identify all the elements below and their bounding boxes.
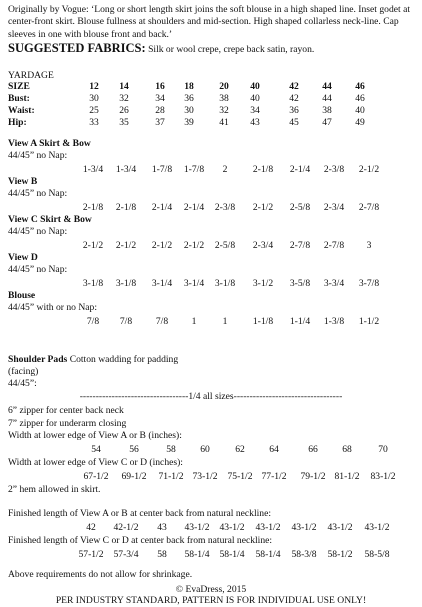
yardage-value: 3 — [366, 240, 372, 251]
yardage-value: 2-1/4 — [151, 202, 173, 213]
length-cd-value: 58-1/4 — [184, 549, 210, 560]
measure-value: 38 — [219, 93, 229, 104]
width-ab-value: 68 — [342, 444, 352, 455]
measure-value: 37 — [155, 117, 165, 128]
width-ab-value: 60 — [200, 444, 210, 455]
yardage-value: 1-3/8 — [323, 316, 345, 327]
measure-value: 41 — [219, 117, 229, 128]
length-cd-value: 57-1/2 — [78, 549, 104, 560]
size-value: 14 — [119, 81, 129, 92]
measure-value: 40 — [250, 93, 260, 104]
width-ab-value: 56 — [129, 444, 139, 455]
width-cd-value: 67-1/2 — [83, 471, 109, 482]
shoulder-pads-facing: (facing) — [8, 366, 39, 377]
measure-value: 30 — [89, 93, 99, 104]
length-cd-label: Finished length of View C or D at center back from natural neckline: — [8, 535, 273, 546]
length-cd-value: 58-3/8 — [291, 549, 317, 560]
yardage-value: 2-3/8 — [323, 164, 345, 175]
view-title: View B — [8, 176, 38, 187]
width-cd-value: 77-1/2 — [261, 471, 287, 482]
yardage-value: 3-1/4 — [183, 278, 205, 289]
measure-value: 36 — [289, 105, 299, 116]
measure-value: 39 — [184, 117, 194, 128]
yardage-value: 1-3/4 — [115, 164, 137, 175]
view-title: View D — [8, 252, 38, 263]
yardage-value: 2-1/2 — [115, 240, 137, 251]
measure-value: 36 — [184, 93, 194, 104]
fabrics-label: SUGGESTED FABRICS: — [8, 41, 146, 55]
size-value: 40 — [250, 81, 260, 92]
measure-value: 44 — [322, 93, 332, 104]
measure-value: 49 — [355, 117, 365, 128]
size-label: SIZE — [8, 81, 30, 92]
yardage-value: 2-7/8 — [323, 240, 345, 251]
yardage-value: 1 — [191, 316, 197, 327]
size-value: 42 — [289, 81, 299, 92]
size-value: 18 — [184, 81, 194, 92]
view-nap-note: 44/45” no Nap: — [8, 150, 68, 161]
measure-value: 35 — [119, 117, 129, 128]
measure-value: 43 — [250, 117, 260, 128]
shoulder-pads-line — [8, 354, 178, 366]
length-cd-value: 58-1/4 — [219, 549, 245, 560]
yardage-value: 2-1/2 — [151, 240, 173, 251]
intro-paragraph: Originally by Vogue: ‘Long or short length skirt joins the soft blouse in a high shaped line. Inset godet at center-front skirt. Blouse fullness at shoulders and mid-section. High shaped collarless neck-line. Cap sleeves in one with blouse front and back.’ — [8, 4, 410, 40]
width-cd-label: Width at lower edge of View C or D (inches): — [8, 457, 183, 468]
shoulder-pads-title: Shoulder Pads — [8, 354, 68, 365]
yardage-value: 2-3/4 — [323, 202, 345, 213]
size-value: 44 — [322, 81, 332, 92]
view-title: Blouse — [8, 290, 36, 301]
measure-value: 47 — [322, 117, 332, 128]
measure-value: 34 — [250, 105, 260, 116]
width-ab-value: 54 — [91, 444, 101, 455]
view-title: View C Skirt & Bow — [8, 214, 92, 225]
shrinkage-note: Above requirements do not allow for shrinkage. — [8, 569, 193, 580]
length-ab-value: 43-1/2 — [255, 522, 281, 533]
length-ab-value: 43-1/2 — [364, 522, 390, 533]
yardage-value: 2-7/8 — [289, 240, 311, 251]
zipper-neck: 6” zipper for center back neck — [8, 405, 124, 416]
yardage-value: 2-1/2 — [358, 164, 380, 175]
yardage-value: 3-3/4 — [323, 278, 345, 289]
measure-value: 38 — [322, 105, 332, 116]
length-cd-value: 58-1/4 — [255, 549, 281, 560]
view-title: View A Skirt & Bow — [8, 138, 91, 149]
yardage-value: 1 — [222, 316, 228, 327]
width-cd-value: 79-1/2 — [300, 471, 326, 482]
yardage-value: 7/8 — [155, 316, 169, 327]
measure-value: 30 — [184, 105, 194, 116]
yardage-value: 3-1/8 — [115, 278, 137, 289]
zipper-underarm: 7” zipper for underarm closing — [8, 418, 127, 429]
length-ab-value: 42 — [86, 522, 96, 533]
measure-label: Waist: — [8, 105, 35, 116]
measure-value: 46 — [355, 93, 365, 104]
copyright: © EvaDress, 2015 — [175, 584, 247, 595]
yardage-value: 2-5/8 — [289, 202, 311, 213]
size-value: 16 — [155, 81, 165, 92]
hem-note: 2” hem allowed in skirt. — [8, 484, 101, 495]
width-ab-value: 64 — [269, 444, 279, 455]
yardage-value: 1-1/4 — [289, 316, 311, 327]
yardage-value: 3-1/4 — [151, 278, 173, 289]
yardage-value: 2-1/8 — [252, 164, 274, 175]
width-ab-value: 70 — [378, 444, 388, 455]
yardage-value: 2-1/4 — [183, 202, 205, 213]
measure-value: 32 — [119, 93, 129, 104]
length-ab-value: 42-1/2 — [113, 522, 139, 533]
width-cd-value: 71-1/2 — [158, 471, 184, 482]
measure-value: 25 — [89, 105, 99, 116]
measure-value: 32 — [219, 105, 229, 116]
yardage-value: 2-1/2 — [183, 240, 205, 251]
length-ab-value: 43 — [157, 522, 167, 533]
measure-label: Hip: — [8, 117, 27, 128]
shoulder-pads-text: Cotton wadding for padding — [69, 354, 179, 365]
yardage-value: 2 — [222, 164, 228, 175]
yardage-value: 2-1/8 — [82, 202, 104, 213]
length-cd-value: 57-3/4 — [113, 549, 139, 560]
width-ab-value: 62 — [235, 444, 245, 455]
yardage-value: 1-3/4 — [82, 164, 104, 175]
measure-value: 26 — [119, 105, 129, 116]
yardage-value: 3-7/8 — [358, 278, 380, 289]
yardage-value: 2-3/8 — [214, 202, 236, 213]
size-value: 20 — [219, 81, 229, 92]
suggested-fabrics — [8, 42, 314, 56]
width-cd-value: 81-1/2 — [334, 471, 360, 482]
size-value: 12 — [89, 81, 99, 92]
length-cd-value: 58-1/2 — [327, 549, 353, 560]
length-cd-value: 58 — [157, 549, 167, 560]
measure-value: 33 — [89, 117, 99, 128]
yardage-value: 1-1/8 — [252, 316, 274, 327]
measure-value: 28 — [155, 105, 165, 116]
size-value: 46 — [355, 81, 365, 92]
measure-value: 42 — [289, 93, 299, 104]
width-cd-value: 83-1/2 — [370, 471, 396, 482]
width-cd-value: 73-1/2 — [192, 471, 218, 482]
width-cd-value: 69-1/2 — [121, 471, 147, 482]
yardage-value: 3-1/8 — [82, 278, 104, 289]
shoulder-pads-all-sizes: ----------------------------------1/4 all sizes---------------------------------- — [79, 391, 343, 402]
yardage-value: 3-1/2 — [252, 278, 274, 289]
length-ab-value: 43-1/2 — [219, 522, 245, 533]
yardage-value: 2-1/2 — [252, 202, 274, 213]
individual-use-notice: PER INDUSTRY STANDARD, PATTERN IS FOR INDIVIDUAL USE ONLY! — [55, 595, 367, 606]
width-cd-value: 75-1/2 — [227, 471, 253, 482]
length-ab-value: 43-1/2 — [327, 522, 353, 533]
fabrics-text: Silk or wool crepe, crepe back satin, rayon. — [148, 44, 315, 55]
shoulder-pads-width: 44/45”: — [8, 378, 37, 389]
yardage-value: 1-7/8 — [183, 164, 205, 175]
measure-value: 40 — [355, 105, 365, 116]
yardage-value: 2-7/8 — [358, 202, 380, 213]
yardage-value: 2-1/2 — [82, 240, 104, 251]
measure-value: 45 — [289, 117, 299, 128]
yardage-value: 1-1/2 — [358, 316, 380, 327]
measure-value: 34 — [155, 93, 165, 104]
yardage-value: 2-5/8 — [214, 240, 236, 251]
measure-label: Bust: — [8, 93, 30, 104]
yardage-value: 7/8 — [86, 316, 100, 327]
yardage-value: 1-7/8 — [151, 164, 173, 175]
width-ab-value: 58 — [166, 444, 176, 455]
view-nap-note: 44/45” no Nap: — [8, 226, 68, 237]
view-nap-note: 44/45” no Nap: — [8, 188, 68, 199]
width-ab-value: 66 — [308, 444, 318, 455]
yardage-value: 2-1/8 — [115, 202, 137, 213]
length-ab-value: 43-1/2 — [184, 522, 210, 533]
yardage-value: 3-5/8 — [289, 278, 311, 289]
yardage-value: 3-1/8 — [214, 278, 236, 289]
yardage-title: YARDAGE — [8, 70, 54, 81]
length-cd-value: 58-5/8 — [364, 549, 390, 560]
yardage-value: 7/8 — [119, 316, 133, 327]
view-nap-note: 44/45” no Nap: — [8, 264, 68, 275]
length-ab-label: Finished length of View A or B at center back from natural neckline: — [8, 508, 272, 519]
yardage-value: 2-1/4 — [289, 164, 311, 175]
yardage-value: 2-3/4 — [252, 240, 274, 251]
view-nap-note: 44/45” with or no Nap: — [8, 302, 97, 313]
length-ab-value: 43-1/2 — [291, 522, 317, 533]
width-ab-label: Width at lower edge of View A or B (inches): — [8, 430, 182, 441]
